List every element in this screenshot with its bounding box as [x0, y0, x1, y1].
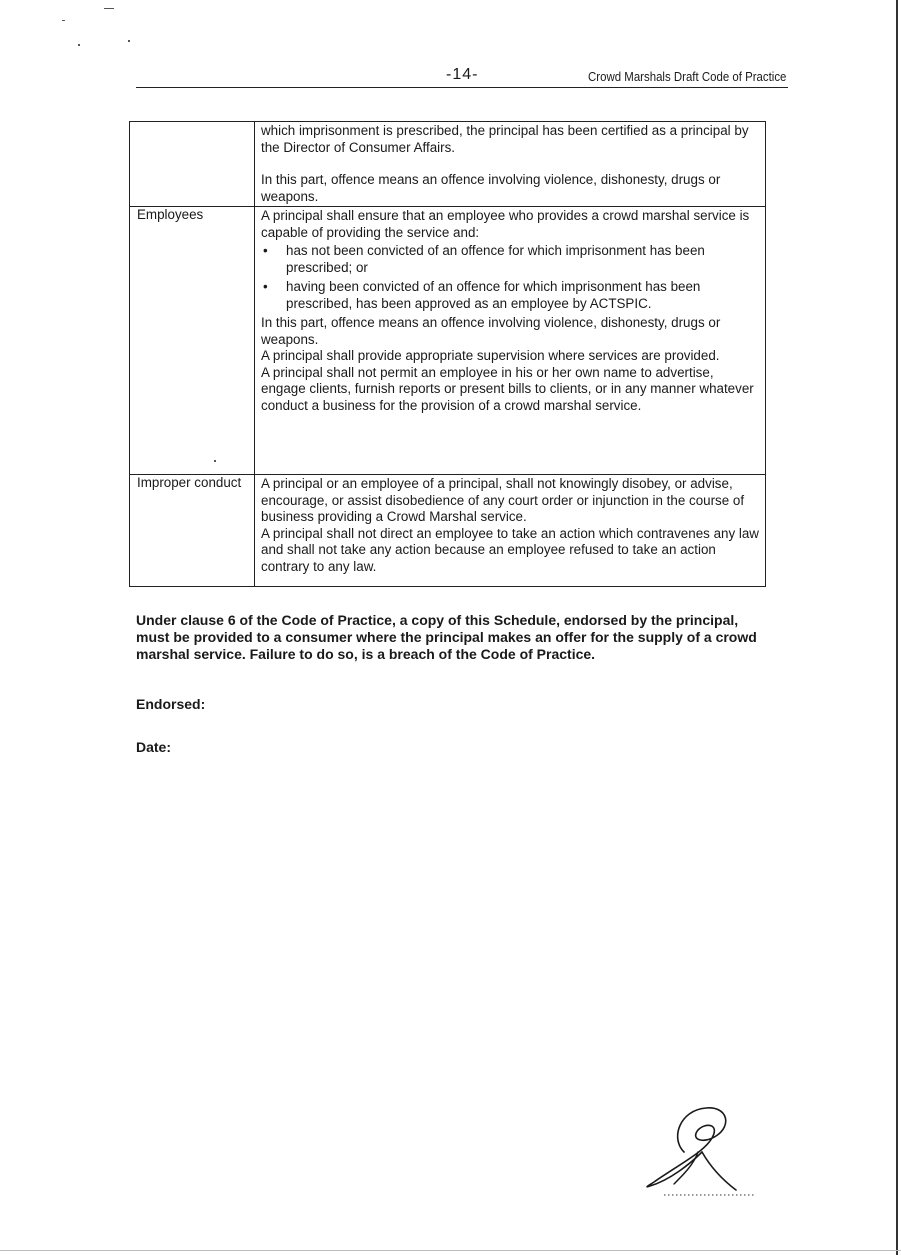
paragraph: A principal shall not permit an employee in his or her own name to advertise, engage clients, furnish reports or present bills to clients, or in any manner whatever conduct a business for the provision of a crowd marshal service. — [261, 364, 754, 413]
date-label: Date: — [136, 739, 172, 755]
schedule-table — [129, 121, 766, 587]
schedule-notice: Under clause 6 of the Code of Practice, a copy of this Schedule, endorsed by the principal, must be provided to a consumer where the principal makes an offer for the supply of a crowd marshal service. Failure to do so, is a breach of the Code of Practice. — [136, 612, 757, 662]
document-title: Crowd Marshals Draft Code of Practice — [587, 69, 786, 84]
scan-speck — [78, 44, 80, 46]
list-item — [261, 279, 759, 312]
table-row — [130, 207, 766, 475]
signature-icon — [640, 1100, 770, 1200]
paragraph: In this part, offence means an offence involving violence, dishonesty, drugs or weapons. — [261, 315, 721, 347]
scan-speck — [104, 8, 114, 9]
row-heading: Employees — [130, 207, 255, 475]
row-content — [255, 475, 766, 587]
bullet-icon: • — [263, 279, 268, 294]
row-heading — [130, 122, 255, 207]
paragraph: In this part, offence means an offence involving violence, dishonesty, drugs or weapons. — [261, 172, 721, 204]
page-number: -14- — [446, 66, 479, 83]
page-edge — [896, 0, 898, 1255]
page-header — [136, 66, 788, 88]
endorsed-label: Endorsed: — [136, 696, 206, 712]
scan-speck — [62, 20, 65, 21]
bullet-list — [261, 243, 759, 312]
list-item — [261, 243, 759, 276]
table-row — [130, 475, 766, 587]
page-edge — [0, 1250, 901, 1251]
row-content — [255, 122, 766, 207]
paragraph: A principal or an employee of a principal, shall not knowingly disobey, or advise, encourage, or assist disobedience of any court order or injunction in the course of business providing a Crowd Marshal service. — [261, 476, 745, 524]
list-item-text: having been convicted of an offence for which imprisonment has been prescribed, has been approved as an employee by ACTSPIC. — [286, 279, 701, 311]
row-heading: Improper conduct — [130, 475, 255, 587]
scan-speck — [128, 40, 130, 42]
list-item-text: has not been convicted of an offence for which imprisonment has been prescribed; or — [286, 243, 705, 275]
paragraph: A principal shall provide appropriate supervision where services are provided. — [261, 348, 720, 363]
table-row — [130, 122, 766, 207]
paragraph: A principal shall not direct an employee to take an action which contravenes any law and shall not take any action because an employee refused to take an action contrary to any law. — [261, 525, 759, 574]
paragraph: A principal shall ensure that an employee who provides a crowd marshal service is capable of providing the service and: — [261, 208, 750, 240]
row-content — [255, 207, 766, 475]
bullet-icon: • — [263, 243, 268, 258]
scan-speck — [214, 460, 216, 462]
paragraph: which imprisonment is prescribed, the principal has been certified as a principal by the Director of Consumer Affairs. — [261, 123, 749, 155]
